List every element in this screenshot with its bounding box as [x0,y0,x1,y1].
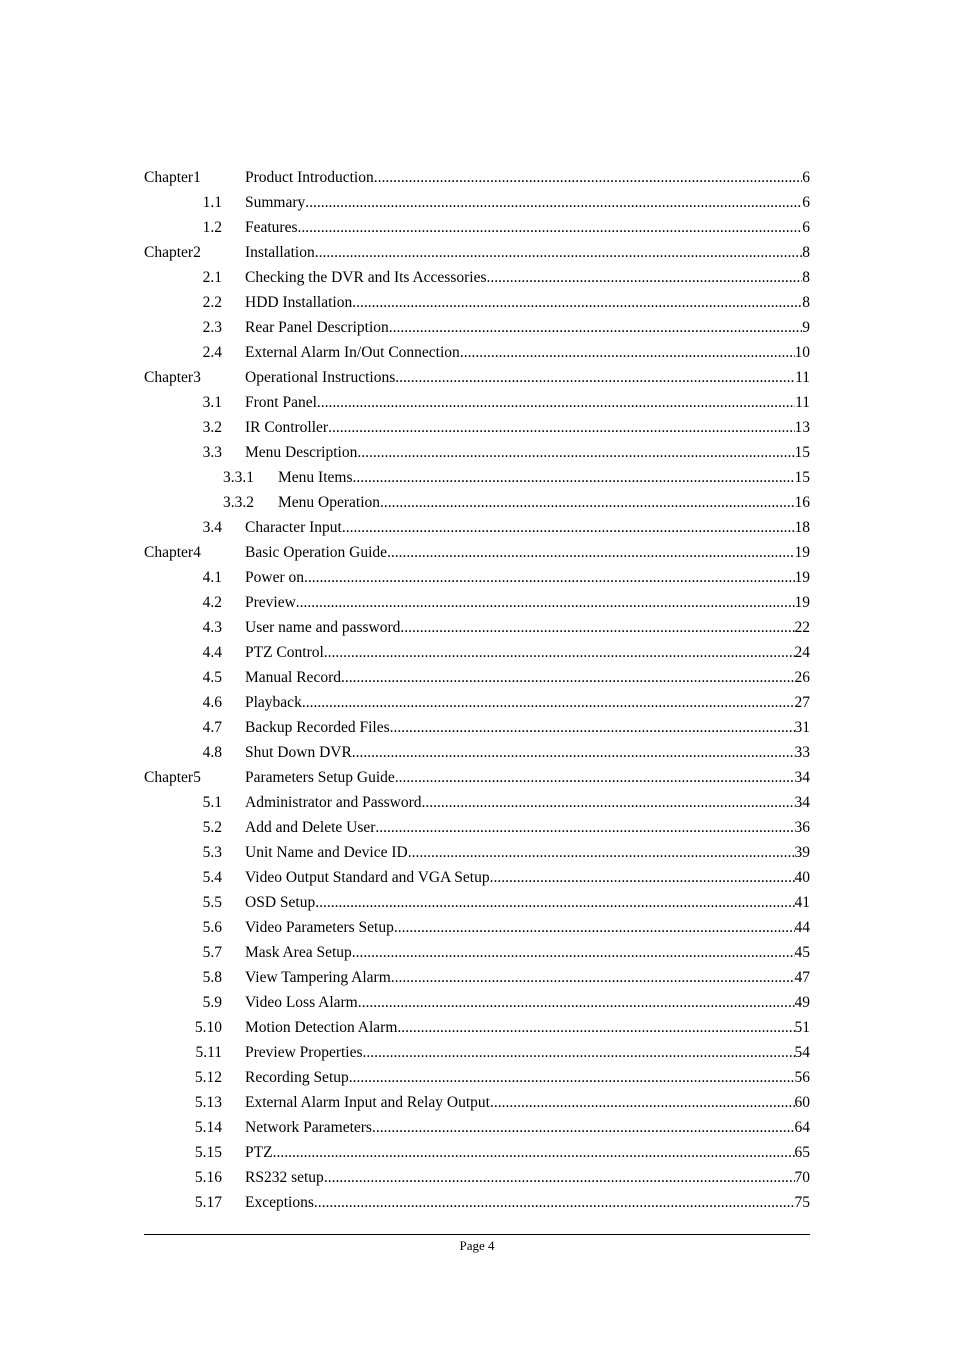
toc-entry-line [245,915,810,940]
dot-leader [357,440,794,465]
dot-leader [372,1115,795,1140]
toc-entry-title: View Tampering Alarm [245,969,391,986]
toc-entry[interactable] [144,590,810,615]
toc-entry[interactable] [144,715,810,740]
toc-entry[interactable] [144,565,810,590]
toc-entry-page: 31 [794,719,810,736]
dot-leader [380,490,794,515]
toc-entry[interactable] [144,440,810,465]
toc-entry-page: 26 [794,669,810,686]
toc-entry-page: 51 [794,1019,810,1036]
toc-entry-line [245,440,810,465]
toc-entry-page: 8 [802,244,810,261]
toc-entry-line [245,365,810,390]
toc-entry-number: 5.17 [194,1194,222,1211]
toc-entry[interactable] [144,765,810,790]
dot-leader [389,315,802,340]
toc-entry-line [245,1065,810,1090]
toc-entry-title: Exceptions [245,1194,314,1211]
toc-entry-number: 5.7 [202,944,222,961]
dot-leader [352,465,794,490]
toc-entry-page: 44 [794,919,810,936]
toc-entry-title: Summary [245,194,306,211]
toc-entry-title: Video Parameters Setup [245,919,394,936]
toc-entry-line [245,515,810,540]
toc-entry[interactable] [144,790,810,815]
dot-leader [397,1015,794,1040]
toc-entry-line [245,1165,810,1190]
dot-leader [400,615,794,640]
toc-entry-title: Features [245,219,298,236]
toc-entry-line [245,640,810,665]
toc-entry-number: 4.2 [202,594,222,611]
toc-entry[interactable] [144,815,810,840]
toc-entry[interactable] [144,490,810,515]
toc-entry-title: Installation [245,244,315,261]
toc-entry-line [245,690,810,715]
toc-entry-page: 6 [802,219,810,236]
toc-entry-line [245,1140,810,1165]
toc-entry[interactable] [144,1065,810,1090]
toc-entry[interactable] [144,315,810,340]
toc-entry-page: 70 [794,1169,810,1186]
toc-entry-title: Unit Name and Device ID [245,844,408,861]
dot-leader [363,1040,795,1065]
toc-entry-title: Video Output Standard and VGA Setup [245,869,490,886]
dot-leader [460,340,795,365]
toc-entry-number: 5.1 [202,794,222,811]
dot-leader [394,915,795,940]
toc-entry[interactable] [144,215,810,240]
toc-entry[interactable] [144,865,810,890]
toc-entry-line [245,190,810,215]
dot-leader [324,1165,795,1190]
toc-entry[interactable] [144,265,810,290]
toc-entry-title: Video Loss Alarm [245,994,358,1011]
toc-entry-number: 5.8 [202,969,222,986]
toc-entry[interactable] [144,640,810,665]
toc-entry-title: Motion Detection Alarm [245,1019,398,1036]
toc-entry-page: 27 [794,694,810,711]
toc-entry-line [245,790,810,815]
toc-entry[interactable] [144,390,810,415]
dot-leader [352,290,802,315]
toc-entry-title: Rear Panel Description [245,319,389,336]
toc-entry-line [245,665,810,690]
dot-leader [298,215,803,240]
dot-leader [358,990,795,1015]
toc-entry-title: Backup Recorded Files [245,719,390,736]
toc-entry[interactable] [144,1140,810,1165]
toc-entry-number: 2.2 [202,294,222,311]
toc-entry[interactable] [144,1165,810,1190]
toc-entry-line [245,565,810,590]
dot-leader [273,1140,795,1165]
toc-entry-page: 19 [794,594,810,611]
toc-entry-number: 3.3 [202,444,222,461]
toc-entry[interactable] [144,515,810,540]
toc-entry-line [245,990,810,1015]
toc-entry-title: Manual Record [245,669,341,686]
toc-entry-page: 65 [794,1144,810,1161]
dot-leader [304,565,795,590]
toc-entry-page: 47 [794,969,810,986]
dot-leader [342,515,795,540]
toc-entry-page: 10 [794,344,810,361]
toc-entry[interactable] [144,415,810,440]
toc-entry-line [245,840,810,865]
toc-entry-number: 5.12 [194,1069,222,1086]
toc-entry[interactable] [144,190,810,215]
toc-entry-page: 6 [802,194,810,211]
dot-leader [422,790,795,815]
toc-entry[interactable] [144,840,810,865]
toc-entry-number: Chapter4 [144,544,201,561]
toc-entry-line [245,1190,810,1215]
dot-leader [374,165,803,190]
toc-entry-line [245,815,810,840]
toc-entry-title: Shut Down DVR [245,744,352,761]
toc-entry[interactable] [144,165,810,190]
toc-entry-number: 5.10 [194,1019,222,1036]
toc-entry-page: 22 [794,619,810,636]
dot-leader [352,740,795,765]
toc-entry-title: HDD Installation [245,294,353,311]
toc-entry[interactable] [144,340,810,365]
toc-entry[interactable] [144,990,810,1015]
dot-leader [314,1190,795,1215]
toc-entry-page: 45 [794,944,810,961]
toc-entry[interactable] [144,290,810,315]
toc-entry-title: RS232 setup [245,1169,324,1186]
dot-leader [296,590,795,615]
toc-entry-page: 8 [802,294,810,311]
toc-entry-page: 11 [795,369,810,386]
toc-entry-number: 2.4 [202,344,222,361]
toc-entry-line [245,290,810,315]
toc-entry-number: 4.8 [202,744,222,761]
toc-entry-page: 15 [794,444,810,461]
toc-entry[interactable] [144,540,810,565]
dot-leader [387,540,794,565]
toc-entry-number: 5.4 [202,869,222,886]
toc-entry-page: 36 [794,819,810,836]
toc-entry-number: 3.2 [202,419,222,436]
toc-entry-line [245,415,810,440]
toc-entry-line [278,465,810,490]
toc-entry-title: Menu Operation [278,494,381,511]
toc-entry-title: Parameters Setup Guide [245,769,395,786]
toc-entry-line [245,615,810,640]
toc-entry-title: Operational Instructions [245,369,396,386]
toc-entry-line [245,965,810,990]
dot-leader [408,840,795,865]
toc-entry-number: 5.14 [194,1119,222,1136]
toc-entry-page: 19 [794,569,810,586]
toc-entry[interactable] [144,1115,810,1140]
toc-entry[interactable] [144,690,810,715]
toc-entry[interactable] [144,1190,810,1215]
toc-entry[interactable] [144,890,810,915]
toc-entry-title: PTZ [245,1144,273,1161]
toc-entry-line [245,890,810,915]
toc-entry-page: 13 [794,419,810,436]
toc-entry-page: 60 [794,1094,810,1111]
toc-entry-number: Chapter1 [144,169,201,186]
toc-entry-number: 5.2 [202,819,222,836]
toc-entry-line [245,340,810,365]
toc-entry[interactable] [144,940,810,965]
footer-divider [144,1234,810,1235]
toc-entry-page: 24 [794,644,810,661]
toc-entry-line [245,1115,810,1140]
table-of-contents [144,165,810,1215]
toc-entry[interactable] [144,1040,810,1065]
toc-entry[interactable] [144,965,810,990]
toc-entry-page: 64 [794,1119,810,1136]
toc-entry-line [278,490,810,515]
dot-leader [391,965,795,990]
toc-entry-page: 19 [794,544,810,561]
toc-entry-page: 11 [795,394,810,411]
toc-entry-number: 3.3.2 [223,494,254,511]
toc-entry-title: User name and password [245,619,401,636]
toc-entry-number: 3.1 [202,394,222,411]
toc-entry-line [245,1040,810,1065]
toc-entry-number: Chapter3 [144,369,201,386]
toc-entry-title: Product Introduction [245,169,374,186]
toc-entry-title: Preview Properties [245,1044,363,1061]
toc-entry-title: Network Parameters [245,1119,372,1136]
toc-entry-title: External Alarm Input and Relay Output [245,1094,490,1111]
dot-leader [352,940,795,965]
toc-entry-page: 8 [802,269,810,286]
dot-leader [349,1065,795,1090]
dot-leader [315,240,803,265]
toc-entry-title: Checking the DVR and Its Accessories [245,269,487,286]
toc-entry-number: 5.16 [194,1169,222,1186]
toc-entry-number: 1.2 [202,219,222,236]
toc-entry-line [245,315,810,340]
dot-leader [317,390,795,415]
toc-entry-number: 4.7 [202,719,222,736]
toc-entry-number: 3.4 [202,519,222,536]
toc-entry-number: 2.3 [202,319,222,336]
toc-entry-number: 2.1 [202,269,222,286]
toc-entry-title: Character Input [245,519,342,536]
toc-entry-number: 4.6 [202,694,222,711]
toc-entry-title: Preview [245,594,296,611]
toc-entry[interactable] [144,915,810,940]
dot-leader [487,265,803,290]
toc-entry[interactable] [144,665,810,690]
toc-entry-page: 18 [794,519,810,536]
toc-entry-page: 15 [794,469,810,486]
toc-entry-title: Power on [245,569,304,586]
toc-entry-line [245,265,810,290]
toc-entry-number: 4.1 [202,569,222,586]
toc-entry-number: 5.11 [195,1044,222,1061]
toc-entry-title: OSD Setup [245,894,316,911]
toc-entry-line [245,390,810,415]
toc-entry[interactable] [144,615,810,640]
toc-entry-line [245,240,810,265]
toc-entry-title: External Alarm In/Out Connection [245,344,460,361]
toc-entry-page: 75 [794,1194,810,1211]
toc-entry-line [245,765,810,790]
toc-entry-page: 41 [794,894,810,911]
toc-entry-line [245,940,810,965]
dot-leader [315,890,794,915]
toc-entry-number: 4.4 [202,644,222,661]
dot-leader [490,865,795,890]
toc-entry-number: 4.5 [202,669,222,686]
toc-entry[interactable] [144,365,810,390]
toc-entry-number: Chapter2 [144,244,201,261]
toc-entry-title: Recording Setup [245,1069,349,1086]
toc-entry-title: Menu Description [245,444,358,461]
toc-entry-line [245,1090,810,1115]
toc-entry-line [245,215,810,240]
toc-entry-page: 49 [794,994,810,1011]
toc-entry-number: 5.6 [202,919,222,936]
toc-entry-title: Add and Delete User [245,819,376,836]
page-footer: Page 4 [459,1238,495,1253]
toc-entry[interactable] [144,465,810,490]
toc-entry-title: PTZ Control [245,644,324,661]
dot-leader [305,190,802,215]
toc-entry-page: 9 [802,319,810,336]
dot-leader [302,690,795,715]
toc-entry-page: 33 [794,744,810,761]
toc-entry-line [245,165,810,190]
toc-entry-line [245,740,810,765]
toc-entry-title: Menu Items [278,469,353,486]
toc-entry-title: IR Controller [245,419,329,436]
toc-entry-number: 5.9 [202,994,222,1011]
toc-entry-title: Mask Area Setup [245,944,352,961]
dot-leader [490,1090,795,1115]
toc-entry-title: Basic Operation Guide [245,544,388,561]
toc-entry-title: Playback [245,694,302,711]
toc-entry-number: Chapter5 [144,769,201,786]
toc-entry[interactable] [144,1090,810,1115]
dot-leader [328,415,794,440]
toc-entry-line [245,1015,810,1040]
toc-entry-page: 54 [794,1044,810,1061]
dot-leader [375,815,794,840]
toc-entry-page: 39 [794,844,810,861]
toc-entry-number: 5.13 [194,1094,222,1111]
toc-entry-line [245,540,810,565]
toc-entry-page: 6 [802,169,810,186]
toc-entry-page: 40 [794,869,810,886]
toc-entry[interactable] [144,740,810,765]
toc-entry-page: 34 [794,769,810,786]
toc-entry-title: Administrator and Password [245,794,422,811]
toc-entry-number: 4.3 [202,619,222,636]
dot-leader [341,665,795,690]
toc-entry-number: 3.3.1 [223,469,254,486]
toc-entry-number: 5.5 [202,894,222,911]
toc-entry[interactable] [144,240,810,265]
dot-leader [395,365,795,390]
toc-entry-page: 34 [794,794,810,811]
toc-entry-number: 5.3 [202,844,222,861]
toc-entry-number: 1.1 [202,194,222,211]
toc-entry-line [245,865,810,890]
toc-entry-page: 56 [794,1069,810,1086]
dot-leader [390,715,795,740]
toc-entry-title: Front Panel [245,394,317,411]
toc-entry-line [245,715,810,740]
toc-entry-line [245,590,810,615]
toc-entry[interactable] [144,1015,810,1040]
toc-entry-page: 16 [794,494,810,511]
dot-leader [395,765,795,790]
dot-leader [324,640,795,665]
toc-entry-number: 5.15 [194,1144,222,1161]
